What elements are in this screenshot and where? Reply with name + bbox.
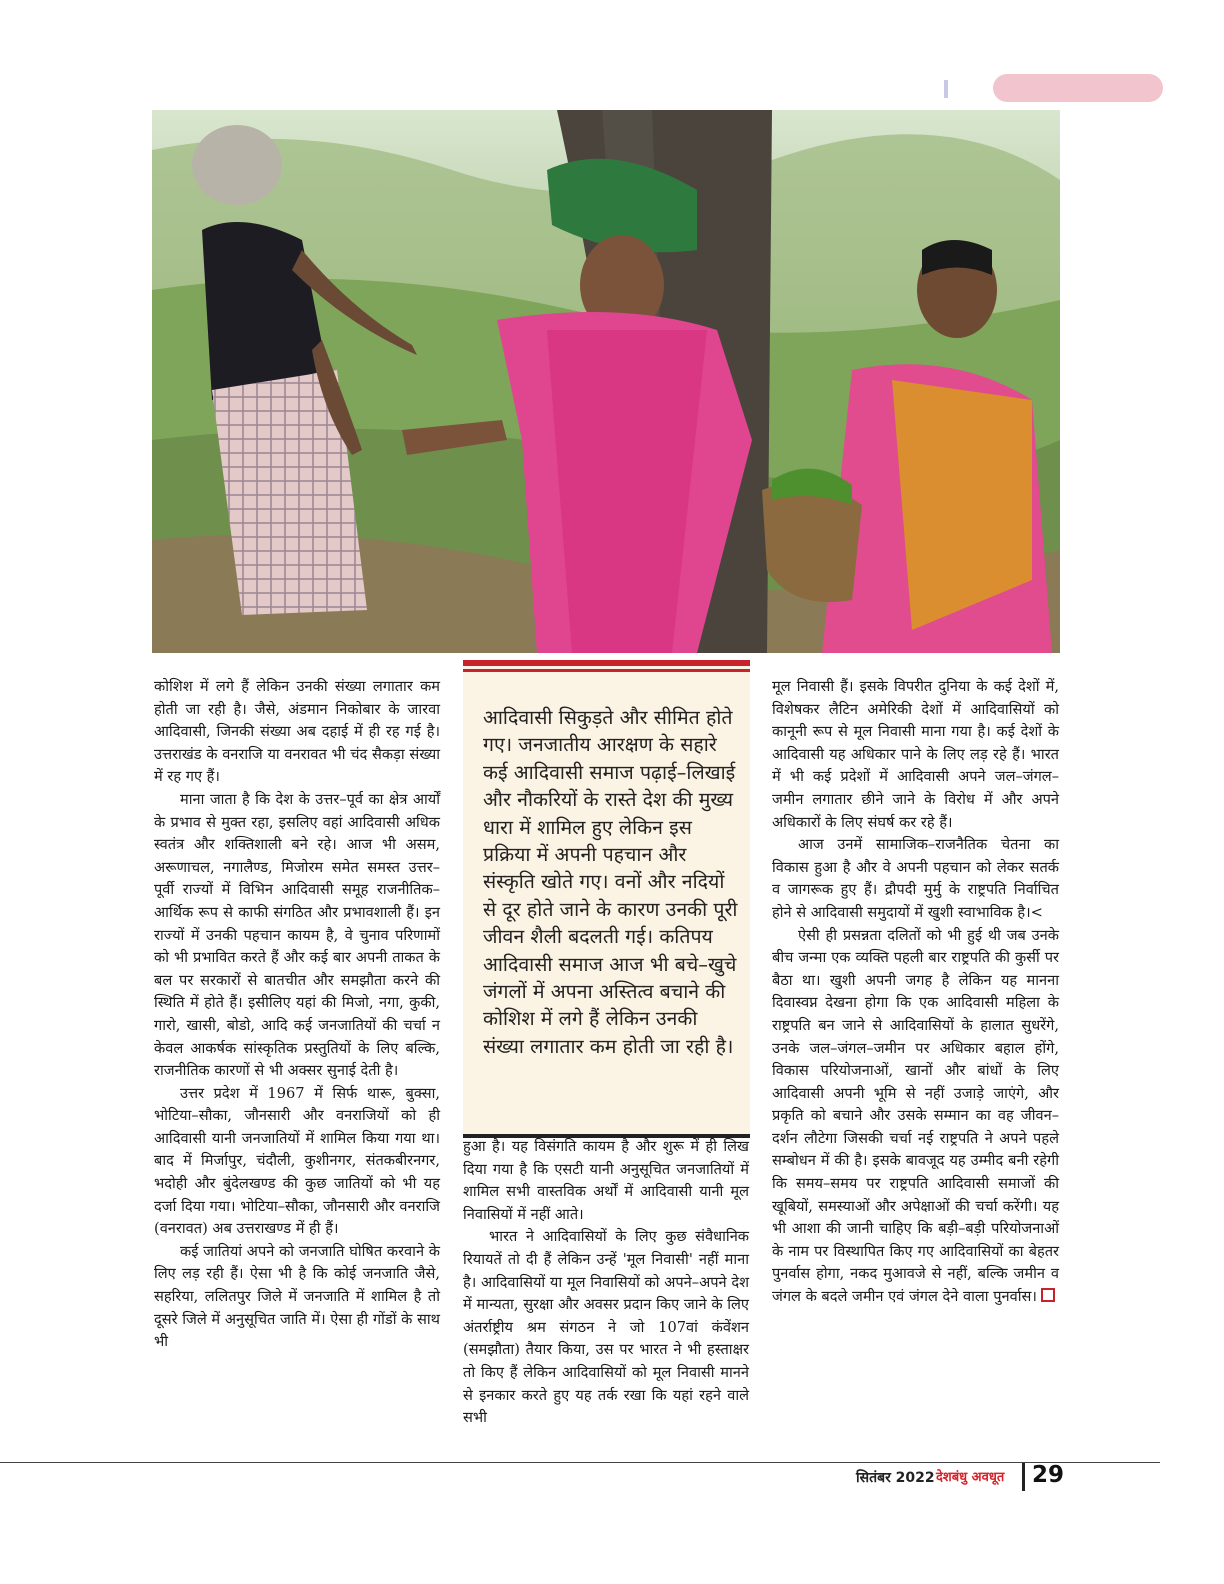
footer-rule: [0, 1462, 1160, 1463]
right-paragraph-1: मूल निवासी हैं। इसके विपरीत दुनिया के कई देशों में, विशेषकर लैटिन अमेरिकी देशों में आदिवासियों को कानूनी रूप से मूल निवासी माना गया है। कई देशों के आदिवासी यह अधिकार पाने के लिए लड़ रहे हैं। भारत में भी कई प्रदेशों में आदिवासी अपने जल–जंगल–जमीन लगातार छीने जाने के विरोध में और अपने अधिकारों के लिए संघर्ष कर रहे हैं।: [772, 678, 1059, 831]
left-paragraph-2: माना जाता है कि देश के उत्तर–पूर्व का क्षेत्र आर्यों के प्रभाव से मुक्त रहा, इसलिए वहां आदिवासी अधिक स्वतंत्र और शक्तिशाली बने रहे। आज भी असम, अरूणाचल, नगालैण्ड, मिजोरम समेत समस्त उत्तर–पूर्वी राज्यों में विभिन आदिवासी समूह राजनीतिक–आर्थिक रूप से काफी संगठित और प्रभावशाली हैं। इन राज्यों में उनकी पहचान कायम है, वे चुनाव परिणामों को भी प्रभावित करते हैं और कई बार अपनी ताकत के बल पर सरकारों से बातचीत और समझौता करने की स्थिति में होते हैं। इसीलिए यहां की मिजो, नगा, कुकी, गारो, खासी, बोडो, आदि कई जनजातियों की चर्चा न केवल आकर्षक सांस्कृतिक प्रस्तुतियों के लिए बल्कि, राजनीतिक कारणों से भी अक्सर सुनाई देती है।: [154, 790, 440, 1080]
left-paragraph-1: कोशिश में लगे हैं लेकिन उनकी संख्या लगातार कम होती जा रही है। जैसे, अंडमान निकोबार के जारवा आदिवासी, जिनकी संख्या अब दहाई में ही रह गई है। उत्तराखंड के वनराजि या वनरावत भी चंद सैकड़ा संख्या में रह गए हैं।: [154, 678, 440, 786]
right-text-column: [772, 676, 1059, 1309]
right-paragraph-2: आज उनमें सामाजिक–राजनैतिक चेतना का विकास हुआ है और वे अपनी पहचान को लेकर सतर्क व जागरूक हुए हैं। द्रौपदी मुर्मु के राष्ट्रपति निर्वाचित होने से आदिवासी समुदायों में खुशी स्वाभाविक है।<: [772, 836, 1059, 921]
top-decoration-pill: [993, 74, 1163, 102]
pull-quote-box: [463, 660, 750, 1138]
page-number: 29: [1032, 1462, 1065, 1488]
tribal-women-photo-icon: [152, 110, 1060, 653]
left-paragraph-3: उत्तर प्रदेश में 1967 में सिर्फ थारू, बुक्सा, भोटिया–सौका, जौनसारी और वनराजियों को ही आदिवासी यानी जनजातियों में शामिल किया गया था। बाद में मिर्जापुर, चंदौली, कुशीनगर, संतकबीरनगर, भदोही और बुंदेलखण्ड की कुछ जातियों को भी यह दर्जा दिया गया। भोटिया–सौका, जौनसारी और वनराजि (वनरावत) अब उत्तराखण्ड में ही हैं।: [154, 1084, 440, 1238]
middle-text-column: [463, 1136, 749, 1430]
footer-separator: [1022, 1463, 1025, 1491]
middle-paragraph-2: भारत ने आदिवासियों के लिए कुछ संवैधानिक रियायतें तो दी हैं लेकिन उन्हें 'मूल निवासी' नहीं माना है। आदिवासियों या मूल निवासियों को अपने–अपने देश में मान्यता, सुरक्षा और अवसर प्रदान किए जाने के लिए अंतर्राष्ट्रीय श्रम संगठन ने जो 107वां कंवेंशन (समझौता) तैयार किया, उस पर भारत ने भी हस्ताक्षर तो किए हैं लेकिन आदिवासियों को मूल निवासी मानने से इनकार करते हुए यह तर्क रखा कि यहां रहने वाले सभी: [463, 1228, 749, 1427]
pull-quote-rule: [463, 669, 750, 672]
end-mark-icon: [1041, 1288, 1055, 1302]
right-paragraph-3-text: ऐसी ही प्रसन्नता दलितों को भी हुई थी जब उनके बीच जन्मा एक व्यक्ति पहली बार राष्ट्रपति की कुर्सी पर बैठा था। खुशी अपनी जगह है लेकिन यह मानना दिवास्वप्न देखना होगा कि एक आदिवासी महिला के राष्ट्रपति बन जाने से आदिवासियों के हालात सुधरेंगे, उनके जल–जंगल–जमीन पर अधिकार बहाल होंगे, विकास परियोजनाओं, खानों और बांधों के लिए आदिवासी अपनी भूमि से नहीं उजाड़े जाएंगे, और प्रकृति को बचाने और उसके सम्मान का वह जीवन–दर्शन लौटेगा जिसकी चर्चा नई राष्ट्रपति ने अपने पहले सम्बोधन में की है। इसके बावजूद यह उम्मीद बनी रहेगी कि समय–समय पर राष्ट्रपति आदिवासी समाजों की खूबियों, समस्याओं और अपेक्षाओं की चर्चा करेंगी। यह भी आशा की जानी चाहिए कि बड़ी–बड़ी परियोजनाओं के नाम पर विस्थापित किए गए आदिवासियों का बेहतर पुनर्वास होगा, नकद मुआवजे से नहीं, बल्कि जमीन व जंगल के बदले जमीन एवं जंगल देने वाला पुनर्वास।: [772, 926, 1059, 1306]
left-text-column: [154, 676, 440, 1354]
top-decoration-bar: [944, 80, 948, 98]
article-photo: [152, 110, 1060, 653]
middle-paragraph-1: हुआ है। यह विसंगति कायम है और शुरू में ही लिख दिया गया है कि एसटी यानी अनुसूचित जनजातियों में शामिल सभी वास्तविक अर्थों में आदिवासी यानी मूल निवासियों में नहीं आते।: [463, 1138, 749, 1223]
footer-date: सितंबर 2022: [856, 1470, 935, 1486]
right-paragraph-3: [772, 925, 1059, 1309]
pull-quote-text: आदिवासी सिकुड़ते और सीमित होते गए। जनजातीय आरक्षण के सहारे कई आदिवासी समाज पढ़ाई–लिखाई और नौकरियों के रास्ते देश की मुख्य धारा में शामिल हुए लेकिन इस प्रक्रिया में अपनी पहचान और संस्कृति खोते गए। वनों और नदियों से दूर होते जाने के कारण उनकी पूरी जीवन शैली बदलती गई। कतिपय आदिवासी समाज आज भी बचे–खुचे जंगलों में अपना अस्तित्व बचाने की कोशिश में लगे हैं लेकिन उनकी संख्या लगातार कम होती जा रही है।: [483, 706, 738, 1058]
magazine-logo: देशबंधु अवधूत: [936, 1470, 1005, 1485]
left-paragraph-4: कई जातियां अपने को जनजाति घोषित करवाने के लिए लड़ रही हैं। ऐसा भी है कि कोई जनजाति जैसे, सहरिया, ललितपुर जिले में जनजाति में शामिल है तो दूसरे जिले में अनुसूचित जाति में। ऐसा ही गोंडों के साथ भी: [154, 1242, 440, 1351]
